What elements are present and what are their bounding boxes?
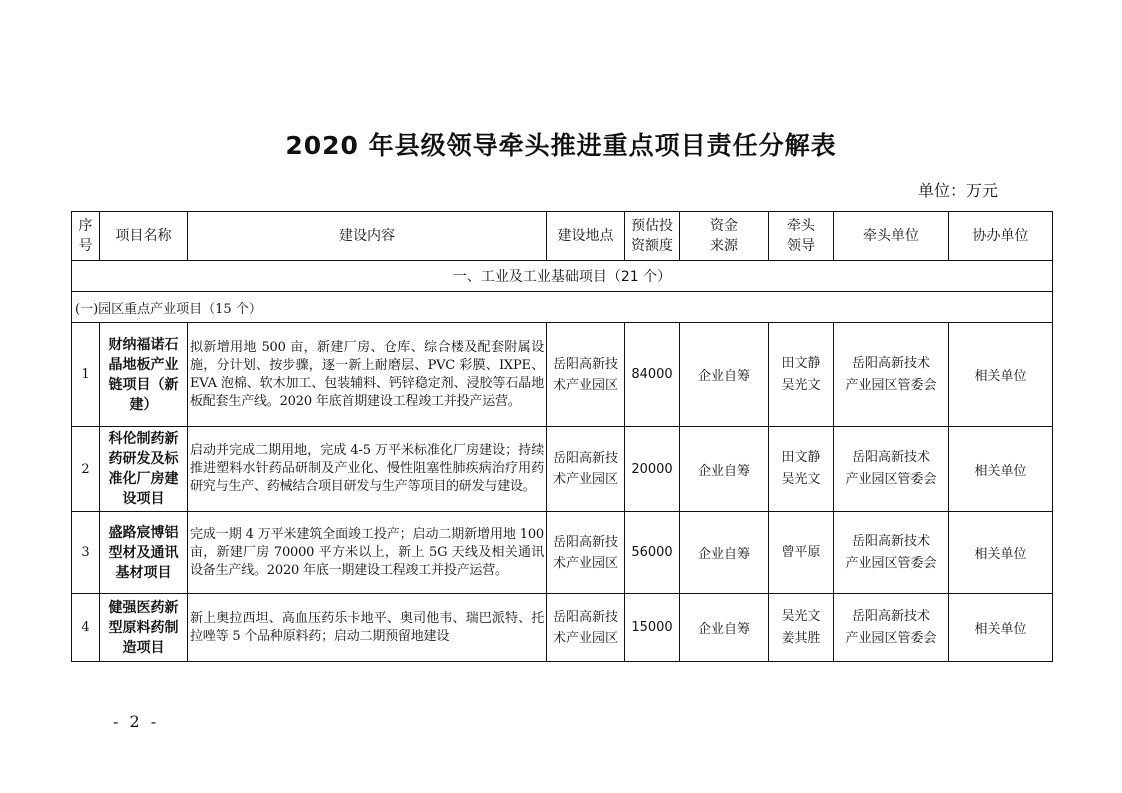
subsection-row (72, 292, 1053, 323)
section-row (72, 261, 1053, 292)
row-amount: 20000 (625, 427, 680, 512)
row-amount: 84000 (625, 323, 680, 427)
row-amount: 56000 (625, 512, 680, 594)
row-idx: 1 (72, 323, 100, 427)
row-leaders: 曾平原 (769, 512, 834, 594)
row-assist: 相关单位 (949, 512, 1053, 594)
project-table (71, 211, 1053, 662)
header-lead-unit: 牵头单位 (834, 212, 949, 261)
header-assist-unit: 协办单位 (949, 212, 1053, 261)
row-idx: 2 (72, 427, 100, 512)
row-place: 岳阳高新技术产业园区 (547, 594, 625, 662)
header-row (72, 212, 1053, 261)
row-idx: 3 (72, 512, 100, 594)
row-place: 岳阳高新技术产业园区 (547, 323, 625, 427)
subsection-title: (一)园区重点产业项目（15 个） (72, 292, 1053, 323)
page-number: - 2 - (113, 712, 160, 731)
header-fund: 资金 来源 (680, 212, 769, 261)
header-name: 项目名称 (100, 212, 188, 261)
row-leaders: 吴光文 姜其胜 (769, 594, 834, 662)
unit-label: 单位：万元 (918, 181, 999, 200)
header-leader: 牵头 领导 (769, 212, 834, 261)
row-content: 完成一期 4 万平米建筑全面竣工投产；启动二期新增用地 100 亩，新建厂房 70000 平方米以上，新上 5G 天线及相关通讯设备生产线。2020 年底一期建设工程竣工并投产运营。 (188, 512, 547, 594)
row-fund: 企业自筹 (680, 427, 769, 512)
row-lead-unit: 岳阳高新技术 产业园区管委会 (834, 323, 949, 427)
row-leaders: 田文静 吴光文 (769, 323, 834, 427)
row-lead-unit: 岳阳高新技术 产业园区管委会 (834, 594, 949, 662)
row-leaders: 田文静 吴光文 (769, 427, 834, 512)
row-assist: 相关单位 (949, 323, 1053, 427)
row-idx: 4 (72, 594, 100, 662)
table-row (72, 594, 1053, 662)
row-assist: 相关单位 (949, 594, 1053, 662)
section-title: 一、工业及工业基础项目（21 个） (72, 261, 1053, 292)
page-title: 2020 年县级领导牵头推进重点项目责任分解表 (285, 131, 837, 160)
table-row (72, 427, 1053, 512)
row-name: 科伦制药新药研发及标准化厂房建设项目 (100, 427, 188, 512)
table-row (72, 323, 1053, 427)
row-content: 拟新增用地 500 亩，新建厂房、仓库、综合楼及配套附属设施，分计划、按步骤，逐一新上耐磨层、PVC 彩膜、IXPE、EVA 泡棉、软木加工、包装辅料、钙锌稳定剂、浸胶等石晶地板配套生产线。2020 年底首期建设工程竣工并投产运营。 (188, 323, 547, 427)
table-row (72, 512, 1053, 594)
header-idx: 序 号 (72, 212, 100, 261)
row-place: 岳阳高新技术产业园区 (547, 427, 625, 512)
row-amount: 15000 (625, 594, 680, 662)
row-name: 健强医药新型原料药制造项目 (100, 594, 188, 662)
header-place: 建设地点 (547, 212, 625, 261)
row-lead-unit: 岳阳高新技术 产业园区管委会 (834, 512, 949, 594)
row-content: 启动并完成二期用地，完成 4-5 万平米标准化厂房建设；持续推进塑料水针药品研制及产业化、慢性阻塞性肺疾病治疗用药研究与生产、药械结合项目研发与生产等项目的研发与建设。 (188, 427, 547, 512)
row-assist: 相关单位 (949, 427, 1053, 512)
header-amount: 预估投 资额度 (625, 212, 680, 261)
row-lead-unit: 岳阳高新技术 产业园区管委会 (834, 427, 949, 512)
row-name: 盛路宸博铝型材及通讯基材项目 (100, 512, 188, 594)
row-content: 新上奥拉西坦、高血压药乐卡地平、奥司他韦、瑞巴派特、托拉唑等 5 个品种原料药；启动二期预留地建设 (188, 594, 547, 662)
row-name: 财纳福诺石晶地板产业链项目（新建） (100, 323, 188, 427)
row-fund: 企业自筹 (680, 323, 769, 427)
row-fund: 企业自筹 (680, 594, 769, 662)
row-fund: 企业自筹 (680, 512, 769, 594)
row-place: 岳阳高新技术产业园区 (547, 512, 625, 594)
header-content: 建设内容 (188, 212, 547, 261)
